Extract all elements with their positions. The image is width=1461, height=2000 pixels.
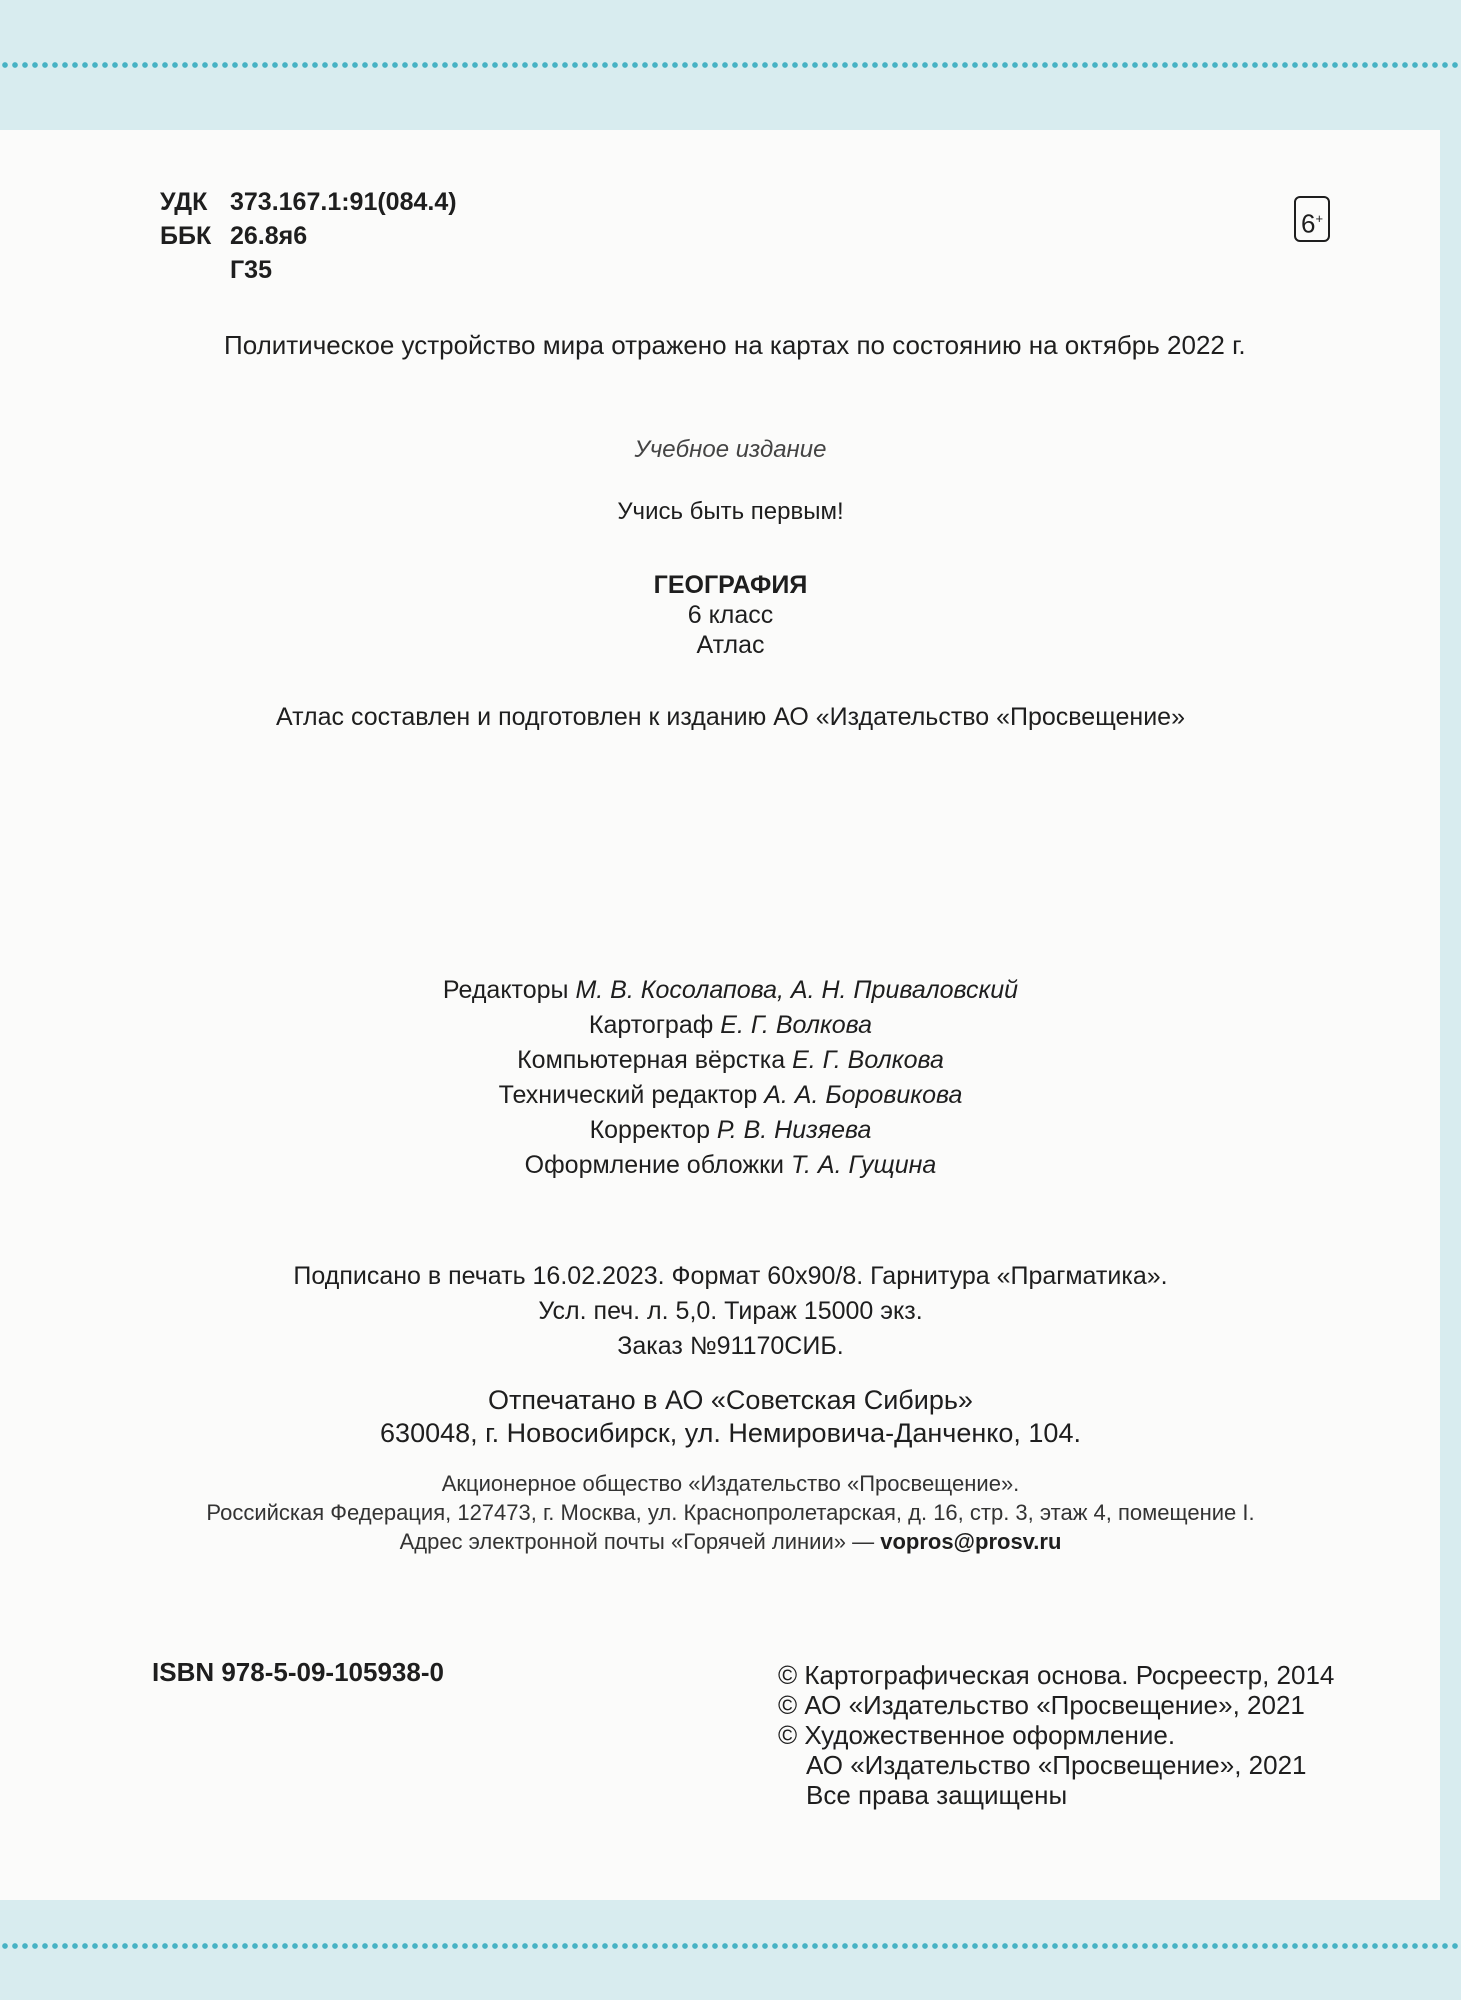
credits-block <box>0 973 1461 1183</box>
copyright-line: © Картографическая основа. Росреестр, 2014 <box>778 1660 1335 1690</box>
bbk-row <box>160 219 457 253</box>
publisher-name: Акционерное общество «Издательство «Просвещение». <box>441 1471 1020 1496</box>
credit-name: А. А. Боровикова <box>764 1081 963 1109</box>
credit-line <box>0 973 1461 1008</box>
copyright-line: © Художественное оформление. <box>778 1720 1176 1750</box>
publisher-address: Российская Федерация, 127473, г. Москва, ул. Краснопролетарская, д. 16, стр. 3, этаж 4, помещение I. <box>206 1500 1255 1525</box>
credit-name: М. В. Косолапова, А. Н. Приваловский <box>575 976 1019 1004</box>
printer-address: 630048, г. Новосибирск, ул. Немировича-Данченко, 104. <box>380 1418 1081 1448</box>
subject-title: ГЕОГРАФИЯ <box>653 571 808 599</box>
printer-block <box>0 1384 1461 1450</box>
imprint-page <box>0 130 1440 1900</box>
copyright-line: АО «Издательство «Просвещение», 2021 <box>806 1750 1307 1780</box>
print-info-line: Подписано в печать 16.02.2023. Формат 60х90/8. Гарнитура «Прагматика». <box>293 1262 1168 1290</box>
udk-label: УДК <box>160 188 208 216</box>
credit-role: Технический редактор <box>498 1081 758 1109</box>
political-notice: Политическое устройство мира отражено на картах по состоянию на октябрь 2022 г. <box>224 330 1246 360</box>
age-rating-plus: + <box>1315 211 1324 226</box>
book-type: Атлас <box>696 631 765 659</box>
credit-role: Редакторы <box>442 976 569 1004</box>
email-address: vopros@prosv.ru <box>880 1529 1062 1554</box>
isbn: ISBN 978-5-09-105938-0 <box>152 1657 444 1687</box>
catalog-codes <box>160 185 457 287</box>
decorative-dotted-border-bottom <box>0 1941 1461 1951</box>
credit-line <box>0 1008 1461 1043</box>
credit-role: Картограф <box>588 1011 714 1039</box>
author-mark: Г35 <box>230 256 272 284</box>
decorative-dotted-border-top <box>0 60 1461 70</box>
author-mark-row <box>160 253 457 287</box>
grade-label: 6 класс <box>687 601 774 629</box>
credit-line <box>0 1078 1461 1113</box>
credit-line <box>0 1043 1461 1078</box>
print-info-line: Заказ №91170СИБ. <box>617 1332 844 1360</box>
udk-row <box>160 185 457 219</box>
email-prefix: Адрес электронной почты «Горячей линии» — <box>399 1529 881 1554</box>
bbk-label: ББК <box>160 222 212 250</box>
age-rating-number: 6 <box>1300 208 1316 239</box>
credit-line <box>0 1113 1461 1148</box>
credit-role: Корректор <box>589 1116 710 1144</box>
udk-value: 373.167.1:91(084.4) <box>230 188 457 216</box>
printer-name: Отпечатано в АО «Советская Сибирь» <box>488 1385 973 1415</box>
print-info-line: Усл. печ. л. 5,0. Тираж 15000 экз. <box>538 1297 923 1325</box>
credit-name: Т. А. Гущина <box>790 1151 937 1179</box>
edition-type: Учебное издание <box>634 436 827 463</box>
credit-name: Е. Г. Волкова <box>792 1046 944 1074</box>
credit-role: Оформление обложки <box>524 1151 785 1179</box>
credit-role: Компьютерная вёрстка <box>517 1046 786 1074</box>
copyright-block <box>778 1660 1334 1810</box>
publisher-email-line <box>0 1527 1461 1556</box>
print-info-block <box>0 1259 1461 1364</box>
credit-name: Р. В. Низяева <box>716 1116 872 1144</box>
publisher-block <box>0 1469 1461 1556</box>
credit-line <box>0 1148 1461 1183</box>
series-motto: Учись быть первым! <box>617 498 844 525</box>
bbk-value: 26.8я6 <box>230 222 308 250</box>
credit-name: Е. Г. Волкова <box>720 1011 873 1039</box>
copyright-line: © АО «Издательство «Просвещение», 2021 <box>778 1690 1305 1720</box>
age-rating-badge <box>1294 196 1330 242</box>
compiled-by-line: Атлас составлен и подготовлен к изданию АО «Издательство «Просвещение» <box>276 703 1185 731</box>
rights-reserved: Все права защищены <box>806 1780 1068 1810</box>
